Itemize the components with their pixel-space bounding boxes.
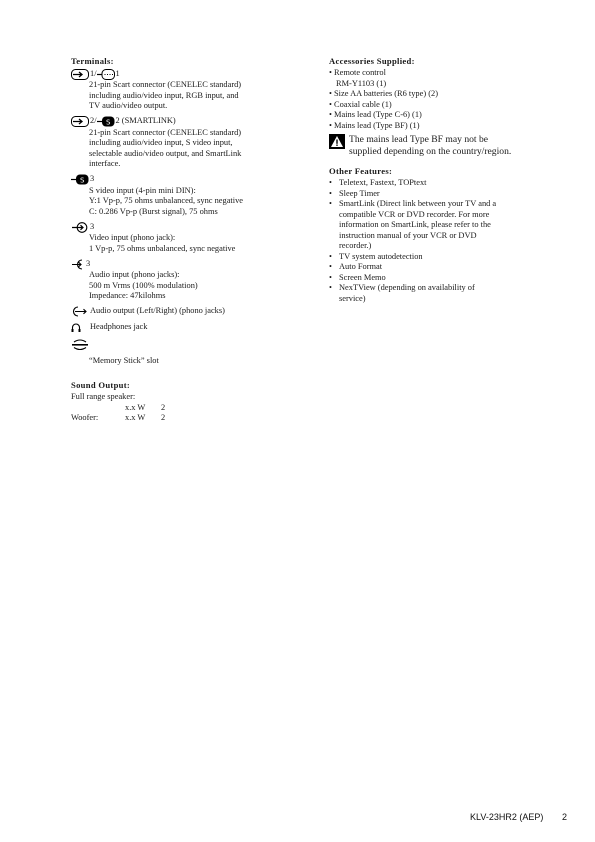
terminal-3-svideo-header <box>71 174 296 186</box>
s-video-scart-icon <box>97 116 115 128</box>
terminal-2-line: including audio/video input, S video input, <box>89 138 233 147</box>
woofer-value: x.x W <box>125 413 146 422</box>
s-video-input-icon <box>71 174 89 186</box>
terminal-1-header: 1/ 1 <box>71 68 296 80</box>
feature-item: • SmartLink (Direct link between your TV and a compatible VCR or DVD recorder. For more information on SmartLink, please refer to the instruction manual of your VCR or DVD recorder.) <box>329 199 497 250</box>
terminal-2-number: 2 (SMARTLINK) <box>115 116 176 126</box>
warning-line: supplied depending on the country/region. <box>349 145 512 157</box>
woofer-label: Woofer: <box>71 413 99 422</box>
accessories-list <box>329 68 559 131</box>
svideo-desc <box>71 186 296 218</box>
scart-input-icon <box>71 68 89 80</box>
terminal-3-number: 3 <box>90 221 95 231</box>
audio-output-label: Audio output (Left/Right) (phono jacks) <box>90 306 225 316</box>
accessory-item: RM-Y1103 (1) <box>336 78 387 88</box>
audio-line: Audio input (phono jacks): <box>89 270 180 279</box>
terminal-2-desc <box>71 128 296 170</box>
accessory-item: • Size AA batteries (R6 type) (2) <box>329 89 438 98</box>
audio-desc <box>71 270 296 302</box>
terminal-2-line: interface. <box>89 159 121 168</box>
memory-stick-label: “Memory Stick” slot <box>89 355 159 365</box>
features-list <box>329 178 559 304</box>
audio-line: Impedance: 47kilohms <box>89 291 166 300</box>
terminal-3-number: 3 <box>90 174 95 184</box>
audio-input-icon <box>71 258 85 270</box>
terminal-2-header <box>71 116 296 128</box>
accessory-item: • Coaxial cable (1) <box>329 99 392 109</box>
accessory-item: • Remote control <box>329 68 386 77</box>
terminal-3-video-header <box>71 221 296 233</box>
warning-line: The mains lead Type BF may not be <box>349 134 489 145</box>
memory-stick-block <box>71 338 296 367</box>
terminal-2-line: 21-pin Scart connector (CENELEC standard) <box>89 127 242 137</box>
audio-output-icon <box>71 306 89 318</box>
full-range-row <box>71 403 296 414</box>
feature-item: • NexTView (depending on availability of service) <box>329 283 475 303</box>
terminals-heading: Terminals: <box>71 56 114 66</box>
warning-triangle-icon <box>329 134 345 154</box>
full-range-count: 2 <box>161 402 166 412</box>
scart-input-icon <box>71 116 89 128</box>
svg-text:S: S <box>105 118 110 127</box>
full-range-value: x.x W <box>125 402 146 412</box>
terminal-2-line: selectable audio/video output, and SmartLink <box>89 148 242 158</box>
other-features-heading: Other Features: <box>329 166 393 176</box>
audio-line: 500 m Vrms (100% modulation) <box>89 280 198 290</box>
mains-lead-warning <box>329 134 559 157</box>
left-column <box>71 56 296 424</box>
terminal-1-line: 21-pin Scart connector (CENELEC standard) <box>89 80 242 89</box>
terminal-1-line: including audio/video input, RGB input, and <box>89 90 239 100</box>
svideo-line: C: 0.286 Vp-p (Burst signal), 75 ohms <box>89 206 218 216</box>
svideo-line: S video input (4-pin mini DIN): <box>89 185 196 195</box>
terminal-3-number: 3 <box>86 258 91 268</box>
woofer-count: 2 <box>161 413 166 422</box>
video-input-icon <box>71 221 89 233</box>
headphones-row <box>71 322 296 334</box>
terminal-2-separator: 2/ <box>90 116 97 126</box>
memory-stick-icon <box>71 339 89 351</box>
feature-item: • Sleep Timer <box>329 188 380 198</box>
terminal-1-number: 1 <box>115 68 120 78</box>
accessory-item: • Mains lead (Type BF) (1) <box>329 120 420 130</box>
sound-output-heading: Sound Output: <box>71 380 131 390</box>
feature-item: • Screen Memo <box>329 272 386 282</box>
terminal-1-desc <box>71 80 296 112</box>
terminal-3-audio-header <box>71 258 296 270</box>
right-column <box>329 56 559 304</box>
terminal-1-line: TV audio/video output. <box>89 101 168 110</box>
scart-output-icon <box>97 68 115 80</box>
svideo-line: Y:1 Vp-p, 75 ohms unbalanced, sync negative <box>89 196 243 205</box>
headphones-label: Headphones jack <box>90 322 148 332</box>
full-range-label: Full range speaker: <box>71 392 136 401</box>
footer-model: KLV-23HR2 (AEP) <box>470 812 544 822</box>
feature-item: • Auto Format <box>329 262 383 271</box>
feature-item: • TV system autodetection <box>329 251 423 261</box>
video-line: Video input (phono jack): <box>89 233 176 242</box>
audio-output-row <box>71 306 296 318</box>
accessory-item: • Mains lead (Type C-6) (1) <box>329 110 422 119</box>
video-line: 1 Vp-p, 75 ohms unbalanced, sync negative <box>89 243 236 253</box>
accessories-heading: Accessories Supplied: <box>329 56 415 66</box>
feature-item: • Teletext, Fastext, TOPtext <box>329 178 427 187</box>
headphones-icon <box>71 322 89 334</box>
svg-text:S: S <box>79 176 85 185</box>
warning-text <box>349 134 511 157</box>
video-desc <box>71 233 296 254</box>
woofer-row <box>71 413 296 424</box>
page-number: 2 <box>562 812 568 822</box>
